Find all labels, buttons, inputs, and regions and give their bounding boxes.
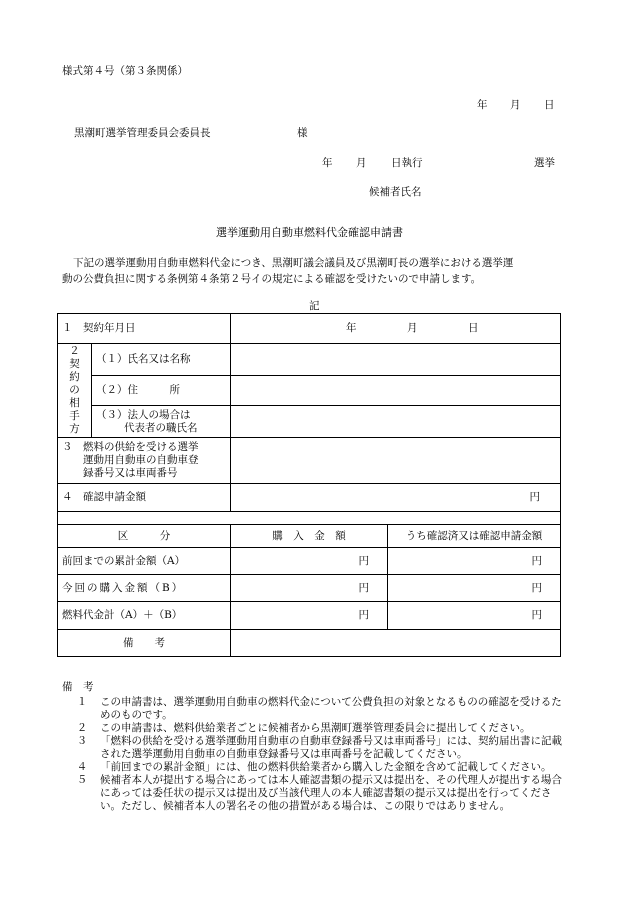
previous-total-row	[58, 548, 561, 575]
requested-amount-label: ４ 確認申請金額	[58, 484, 231, 512]
counterparty-number: ２	[69, 345, 80, 357]
contract-day-label: 日	[468, 322, 479, 334]
date-day-label: 日	[544, 99, 555, 111]
vehicle-label-line: 録番号又は車両番号	[83, 467, 178, 479]
previous-total-purchase-field[interactable]	[231, 548, 388, 575]
representative-label	[92, 406, 231, 438]
representative-row	[58, 406, 561, 438]
vertical-char: 約	[69, 371, 80, 383]
vertical-char: 手	[69, 410, 80, 422]
current-purchase-label: 今回の購入金額（B）	[58, 575, 231, 602]
vertical-char: の	[69, 384, 80, 396]
requested-amount-row	[58, 484, 561, 512]
spacer-row	[58, 512, 561, 525]
vehicle-label-line: ３ 燃料の供給を受ける選挙	[62, 441, 199, 453]
counterparty-name-label: （１）氏名又は名称	[92, 344, 231, 376]
intro-line: 下記の選挙運動用自動車燃料代金につき、黒潮町議会議員及び黒潮町長の選挙における選挙運	[73, 257, 514, 269]
yen-unit: 円	[531, 581, 542, 594]
spacer-cell	[58, 512, 561, 525]
representative-field[interactable]	[231, 406, 561, 438]
addressee-honorific: 様	[297, 127, 308, 139]
note-item	[62, 722, 568, 735]
vehicle-number-field[interactable]	[231, 438, 561, 484]
counterparty-group-label	[58, 344, 92, 438]
yen-unit: 円	[529, 491, 540, 503]
intro-text	[62, 255, 567, 287]
contract-date-row	[58, 314, 561, 344]
note-item	[62, 696, 568, 722]
election-execution-label: 日執行	[391, 157, 423, 169]
amount-header-row	[58, 525, 561, 548]
candidate-name-label: 候補者氏名	[369, 186, 422, 198]
date-year-label: 年	[477, 99, 488, 111]
document-title: 選挙運動用自動車燃料代金確認申請書	[216, 226, 403, 239]
previous-total-confirmed-field[interactable]	[388, 548, 561, 575]
election-label: 選挙	[534, 157, 555, 169]
note-number: ３	[76, 735, 88, 747]
election-year-label: 年	[322, 157, 333, 169]
remarks-label: 備 考	[58, 630, 231, 657]
current-purchase-row	[58, 575, 561, 602]
previous-total-label: 前回までの累計金額（A）	[58, 548, 231, 575]
note-number: １	[76, 696, 88, 708]
notes-section	[62, 681, 568, 813]
note-text: 候補者本人が提出する場合にあっては本人確認書類の提示又は提出を、その代理人が提出する場合にあっては委任状の提示又は提出及び当該代理人の本人確認書類の提示又は提出を行ってください。ただし、候補者本人の署名その他の措置がある場合は、この限りではありません。	[100, 774, 562, 812]
note-number: ５	[76, 774, 88, 786]
current-purchase-field[interactable]	[231, 575, 388, 602]
contract-month-label: 月	[407, 322, 418, 334]
note-item	[62, 761, 568, 774]
yen-unit: 円	[531, 554, 542, 567]
current-confirmed-field[interactable]	[388, 575, 561, 602]
note-text: この申請書は、選挙運動用自動車の燃料代金について公費負担の対象となるものの確認を受けるためのものです。	[100, 696, 562, 721]
fuel-total-row	[58, 602, 561, 630]
fuel-total-purchase-field[interactable]	[231, 602, 388, 630]
contract-date-label: １ 契約年月日	[58, 314, 231, 344]
vertical-char: 契	[69, 358, 80, 370]
fuel-total-label: 燃料代金計（A）＋（B）	[58, 602, 231, 630]
representative-label-line: 代表者の職氏名	[124, 421, 198, 434]
contract-year-label: 年	[346, 322, 357, 334]
counterparty-name-row	[58, 344, 561, 376]
note-item	[62, 774, 568, 813]
requested-amount-field[interactable]	[231, 484, 561, 512]
note-text: 「燃料の供給を受ける選挙運動用自動車の自動車登録番号又は車両番号」には、契約届出書に記載された選挙運動用自動車の自動車登録番号又は車両番号を記載してください。	[100, 735, 562, 760]
fuel-total-confirmed-field[interactable]	[388, 602, 561, 630]
counterparty-address-row	[58, 376, 561, 406]
note-item	[62, 735, 568, 761]
date-month-label: 月	[510, 99, 521, 111]
counterparty-address-label: （２）住 所	[92, 376, 231, 406]
representative-label-line: （３）法人の場合は	[96, 408, 191, 421]
category-header: 区 分	[58, 525, 231, 548]
remarks-field[interactable]	[231, 630, 561, 657]
vehicle-number-label	[58, 438, 231, 484]
note-text: 「前回までの累計金額」には、他の燃料供給業者から購入した金額を含めて記載してください。	[100, 761, 552, 773]
yen-unit: 円	[358, 554, 369, 567]
contract-date-field[interactable]	[231, 314, 561, 344]
application-table	[57, 313, 561, 657]
form-number: 様式第４号（第３条関係）	[62, 65, 188, 77]
note-text: この申請書は、燃料供給業者ごとに候補者から黒潮町選挙管理委員会に提出してください。	[100, 722, 531, 734]
confirmed-amount-header: うち確認済又は確認申請金額	[388, 525, 561, 548]
vehicle-label-line: 運動用自動車の自動車登	[83, 454, 199, 466]
vertical-char: 相	[69, 397, 80, 409]
counterparty-name-field[interactable]	[231, 344, 561, 376]
remarks-row	[58, 630, 561, 657]
addressee-name: 黒潮町選挙管理委員会委員長	[74, 127, 211, 139]
vehicle-number-row	[58, 438, 561, 484]
yen-unit: 円	[358, 581, 369, 594]
yen-unit: 円	[358, 609, 369, 621]
yen-unit: 円	[531, 609, 542, 621]
intro-line: 動の公費負担に関する条例第４条第２号イの規定による確認を受けたいので申請します。	[62, 273, 482, 285]
purchase-amount-header: 購 入 金 額	[231, 525, 388, 548]
counterparty-address-field[interactable]	[231, 376, 561, 406]
note-number: ４	[76, 761, 88, 773]
note-number: ２	[76, 722, 88, 734]
notes-title: 備 考	[62, 681, 94, 693]
ki-label: 記	[309, 300, 320, 312]
election-month-label: 月	[356, 157, 367, 169]
vertical-char: 方	[69, 423, 80, 435]
